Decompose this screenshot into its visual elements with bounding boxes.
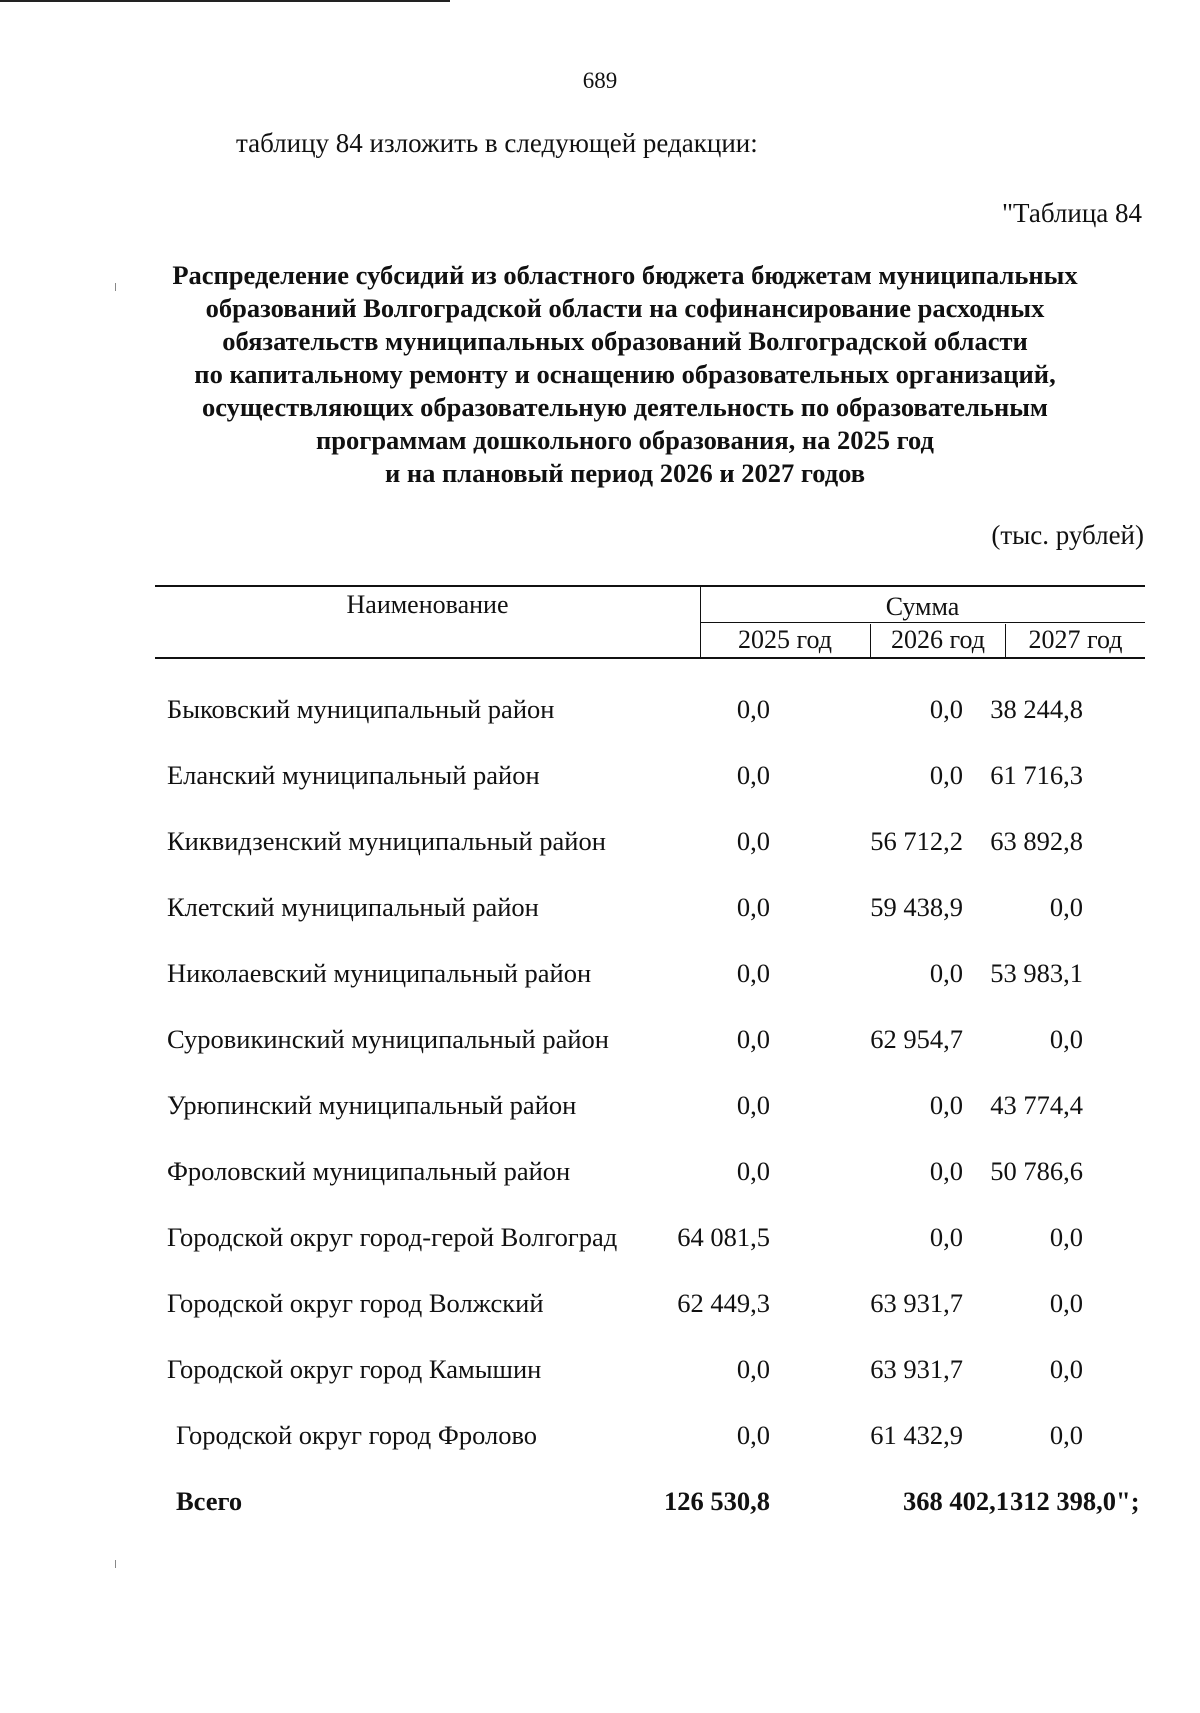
value-2027: 0,0 <box>1049 1420 1083 1450</box>
table-row <box>155 945 1145 1011</box>
header-year-2027: 2027 год <box>1028 625 1123 654</box>
table-label: "Таблица 84 <box>1002 198 1142 228</box>
value-2026: 56 712,2 <box>870 826 963 856</box>
subsidy-table <box>155 585 1145 1539</box>
value-2026: 59 438,9 <box>870 892 963 922</box>
value-2025: 0,0 <box>736 760 770 790</box>
table-row <box>155 879 1145 945</box>
table-title <box>120 259 1130 490</box>
row-name: Городской округ город-герой Волгоград <box>167 1222 618 1252</box>
total-2025: 126 530,8 <box>664 1486 770 1516</box>
scan-edge-line <box>0 0 450 2</box>
value-2025: 0,0 <box>736 892 770 922</box>
value-2025: 64 081,5 <box>677 1222 770 1252</box>
header-year-2025: 2025 год <box>738 625 832 654</box>
header-name: Наименование <box>346 590 509 619</box>
table-row <box>155 1077 1145 1143</box>
row-name: Городской округ город Камышин <box>167 1354 542 1384</box>
row-name: Клетский муниципальный район <box>167 892 539 922</box>
table-row <box>155 1209 1145 1275</box>
value-2025: 0,0 <box>736 1420 770 1450</box>
title-line: обязательств муниципальных образований Волгоградской области <box>222 326 1028 356</box>
table-body <box>155 681 1145 1539</box>
table-header <box>155 585 1145 659</box>
row-name: Киквидзенский муниципальный район <box>167 826 606 856</box>
row-name: Урюпинский муниципальный район <box>167 1090 577 1120</box>
row-name: Николаевский муниципальный район <box>167 958 592 988</box>
value-2026: 0,0 <box>929 1090 963 1120</box>
row-name: Городской округ город Волжский <box>167 1288 544 1318</box>
table-row <box>155 813 1145 879</box>
row-name: Фроловский муниципальный район <box>167 1156 571 1186</box>
title-line: осуществляющих образовательную деятельность по образовательным <box>202 392 1048 422</box>
value-2027: 43 774,4 <box>990 1090 1083 1120</box>
table-row <box>155 1341 1145 1407</box>
row-name: Городской округ город Фролово <box>176 1420 538 1450</box>
value-2026: 63 931,7 <box>870 1288 963 1318</box>
value-2025: 0,0 <box>736 958 770 988</box>
value-2026: 61 432,9 <box>870 1420 963 1450</box>
value-2027: 0,0 <box>1049 892 1083 922</box>
value-2025: 0,0 <box>736 1354 770 1384</box>
total-row <box>155 1473 1145 1539</box>
value-2026: 0,0 <box>929 958 963 988</box>
table-row <box>155 1275 1145 1341</box>
value-2025: 0,0 <box>736 1156 770 1186</box>
row-name: Еланский муниципальный район <box>167 760 540 790</box>
value-2027: 61 716,3 <box>990 760 1083 790</box>
value-2025: 0,0 <box>736 694 770 724</box>
value-2026: 0,0 <box>929 694 963 724</box>
value-2026: 0,0 <box>929 1156 963 1186</box>
table-row <box>155 1407 1145 1473</box>
value-2027: 0,0 <box>1049 1024 1083 1054</box>
value-2027: 0,0 <box>1049 1288 1083 1318</box>
value-2026: 62 954,7 <box>870 1024 963 1054</box>
table-row <box>155 747 1145 813</box>
total-2027: 312 398,0"; <box>1010 1486 1140 1516</box>
title-line: программам дошкольного образования, на 2025 год <box>316 425 934 455</box>
margin-mark <box>115 283 116 291</box>
title-line: образований Волгоградской области на софинансирование расходных <box>205 293 1045 323</box>
total-label: Всего <box>176 1486 243 1516</box>
title-line: по капитальному ремонту и оснащению образовательных организаций, <box>194 359 1056 389</box>
title-line: и на плановый период 2026 и 2027 годов <box>384 458 866 488</box>
table-row <box>155 1011 1145 1077</box>
value-2027: 0,0 <box>1049 1222 1083 1252</box>
header-sum-underline <box>700 622 1145 623</box>
header-year-2026: 2026 год <box>891 625 985 654</box>
row-name: Быковский муниципальный район <box>167 694 555 724</box>
table-row <box>155 681 1145 747</box>
total-2026: 368 402,1 <box>903 1486 1009 1516</box>
value-2026: 0,0 <box>929 760 963 790</box>
value-2025: 62 449,3 <box>677 1288 770 1318</box>
intro-text: таблицу 84 изложить в следующей редакции: <box>236 128 758 158</box>
table-row <box>155 1143 1145 1209</box>
value-2027: 50 786,6 <box>990 1156 1083 1186</box>
value-2025: 0,0 <box>736 1090 770 1120</box>
title-line: Распределение субсидий из областного бюджета бюджетам муниципальных <box>172 260 1078 290</box>
value-2027: 63 892,8 <box>990 826 1083 856</box>
value-2027: 0,0 <box>1049 1354 1083 1384</box>
header-sum: Сумма <box>885 592 960 621</box>
value-2026: 63 931,7 <box>870 1354 963 1384</box>
page-number: 689 <box>582 68 618 93</box>
value-2027: 38 244,8 <box>990 694 1083 724</box>
row-name: Суровикинский муниципальный район <box>167 1024 609 1054</box>
value-2027: 53 983,1 <box>990 958 1083 988</box>
value-2025: 0,0 <box>736 826 770 856</box>
margin-mark <box>115 1560 116 1568</box>
value-2025: 0,0 <box>736 1024 770 1054</box>
value-2026: 0,0 <box>929 1222 963 1252</box>
units-label: (тыс. рублей) <box>991 520 1144 550</box>
